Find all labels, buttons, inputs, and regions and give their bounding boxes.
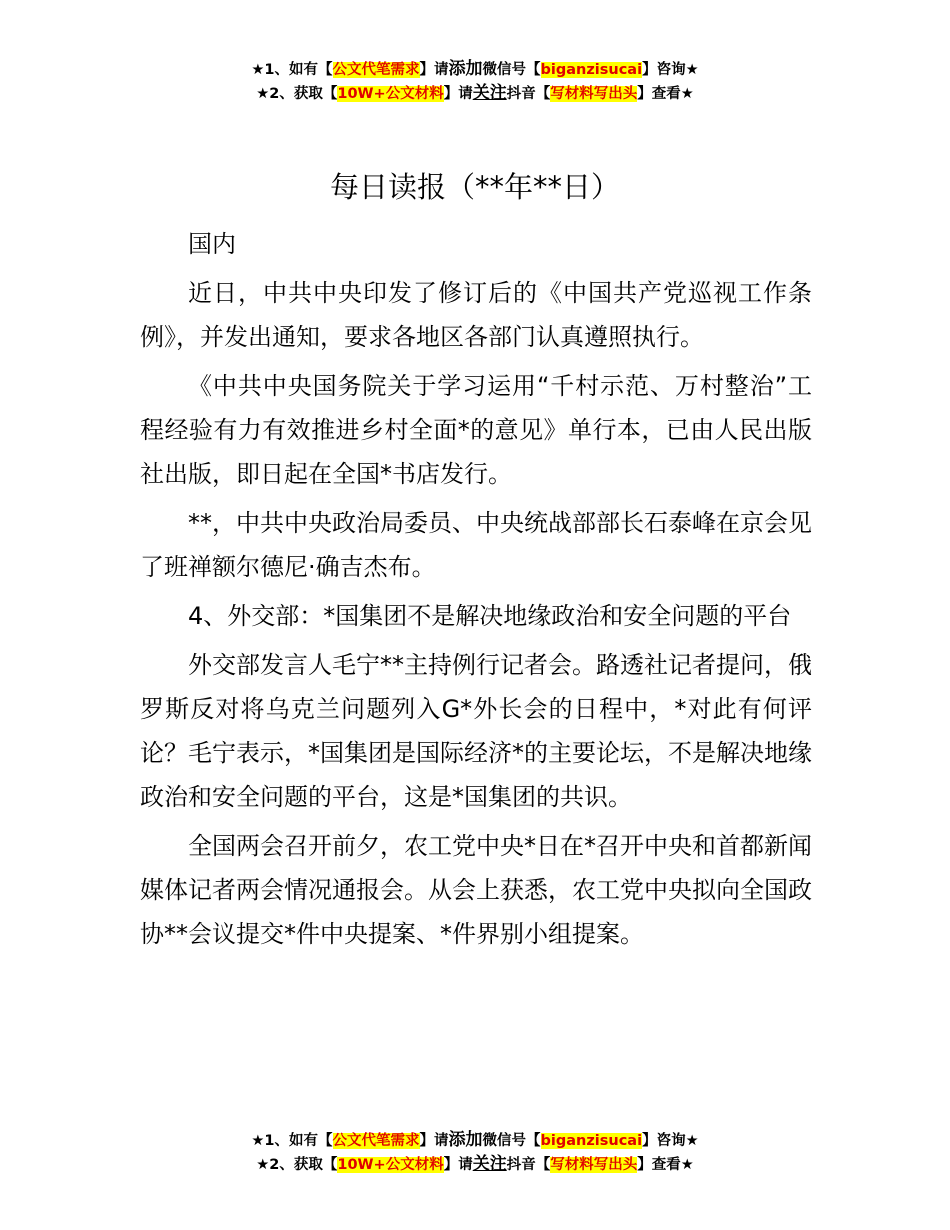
- banner-line-1: ★1、如有【公文代笔需求】请添加微信号【biganzisucai】咨询★: [251, 59, 699, 79]
- banner-line-1: ★1、如有【公文代笔需求】请添加微信号【biganzisucai】咨询★: [251, 1130, 699, 1150]
- section-heading: 国内: [188, 230, 236, 258]
- highlight-wechat-id: biganzisucai: [540, 1133, 643, 1149]
- highlight-service: 公文代笔需求: [332, 1133, 420, 1149]
- paragraph: 4、外交部：*国集团不是解决地缘政治和安全问题的平台: [188, 602, 792, 630]
- paragraph: 全国两会召开前夕，农工党中央*日在*召开中央和首都新闻媒体记者两会情况通报会。从会上获悉，农工党中央拟向全国政协**会议提交*件中央提案、*件界别小组提案。: [140, 832, 812, 948]
- paragraph: 近日，中共中央印发了修订后的《中国共产党巡视工作条例》，并发出通知，要求各地区各部门认真遵照执行。: [140, 279, 812, 351]
- banner-line-2: ★2、获取【10W+公文材料】请关注抖音【写材料写出头】查看★: [256, 1154, 694, 1174]
- highlight-wechat-id: biganzisucai: [540, 62, 643, 78]
- highlight-materials: 10W+公文材料: [337, 86, 444, 102]
- highlight-douyin-id: 写材料写出头: [550, 86, 638, 102]
- highlight-materials: 10W+公文材料: [337, 1157, 444, 1173]
- paragraph: 《中共中央国务院关于学习运用“千村示范、万村整治”工程经验有力有效推进乡村全面*的意见》单行本，已由人民出版社出版，即日起在全国*书店发行。: [140, 372, 812, 488]
- paragraph: 外交部发言人毛宁**主持例行记者会。路透社记者提问，俄罗斯反对将乌克兰问题列入G*外长会的日程中，*对此有何评论？毛宁表示，*国集团是国际经济*的主要论坛，不是解决地缘政治和安全问题的平台，这是*国集团的共识。: [140, 651, 812, 811]
- paragraph: **，中共中央政治局委员、中央统战部部长石泰峰在京会见了班禅额尔德尼·确吉杰布。: [140, 509, 812, 581]
- document-body: [140, 222, 812, 961]
- header-banner: [0, 58, 950, 106]
- banner-line-2: ★2、获取【10W+公文材料】请关注抖音【写材料写出头】查看★: [256, 83, 694, 103]
- highlight-douyin-id: 写材料写出头: [550, 1157, 638, 1173]
- highlight-service: 公文代笔需求: [332, 62, 420, 78]
- footer-banner: [0, 1129, 950, 1177]
- page-title: 每日读报（**年**日）: [329, 170, 620, 204]
